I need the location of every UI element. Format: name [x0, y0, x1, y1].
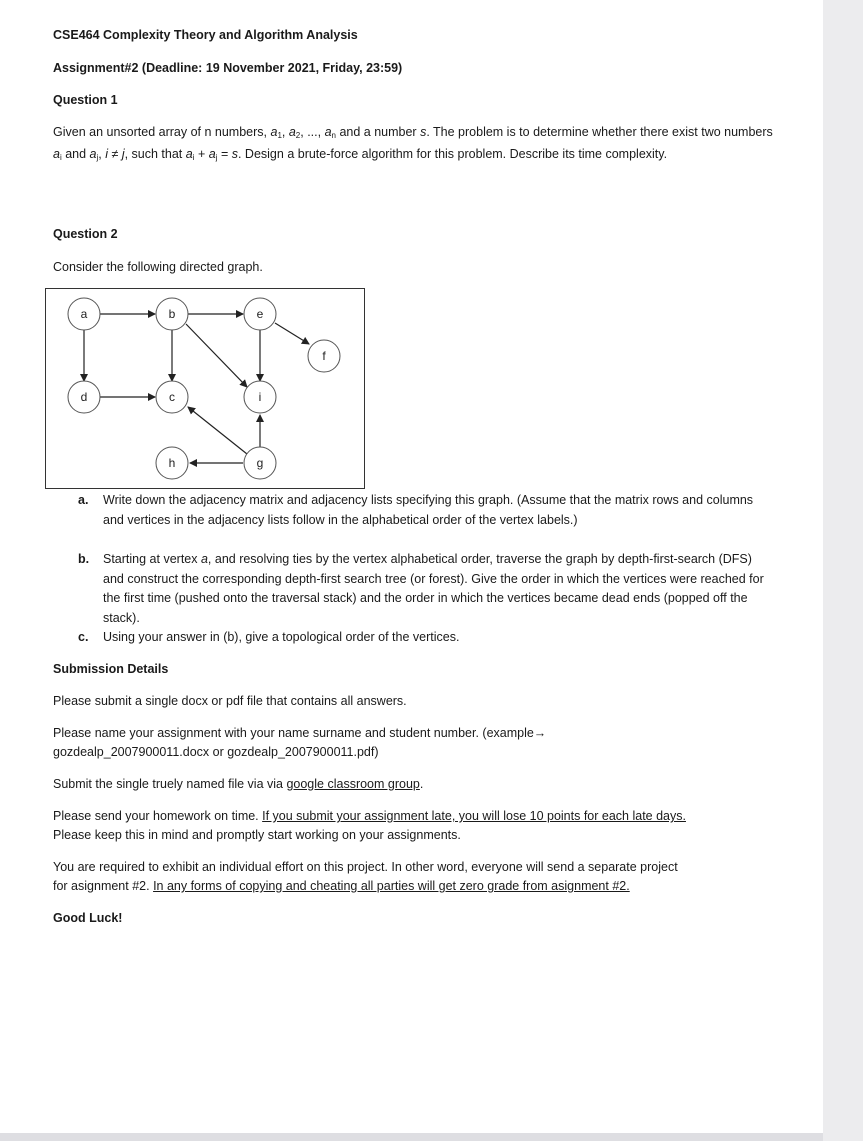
edge-g-c [188, 407, 247, 454]
submission-heading: Submission Details [53, 662, 169, 676]
directed-graph-figure [45, 288, 365, 489]
submission-paragraph-4-line-1: Please send your homework on time. If you submit your assignment late, you will lose 10 points for each late days. [53, 809, 686, 823]
cheating-policy-note: In any forms of copying and cheating all parties will get zero grade from asignment #2. [153, 879, 630, 893]
node-label-b: b [168, 307, 176, 321]
item-marker-a: a. [78, 493, 89, 507]
google-classroom-link[interactable]: google classroom group [286, 777, 420, 791]
page-edge-right [823, 0, 863, 1141]
item-text-a: Write down the adjacency matrix and adjacency lists specifying this graph. (Assume that the matrix rows and columns and vertices in the adjacency lists follow in the alphabetical order of the vertex labels.) [103, 493, 754, 527]
item-text-b: Starting at vertex a, and resolving ties by the vertex alphabetical order, traverse the graph by depth-first-search (DFS) and construct the corresponding depth-first search tree (or forest). Give the order in which the vertices were reached for the first time (pushed onto the traversal stack) and the order in which the vertices became dead ends (popped off the stack). [103, 552, 764, 625]
node-label-g: g [256, 456, 264, 470]
node-label-a: a [80, 307, 88, 321]
page-edge-bottom [0, 1133, 823, 1141]
question-2-heading: Question 2 [53, 227, 118, 241]
node-label-f: f [322, 349, 326, 363]
question-2-intro: Consider the following directed graph. [53, 260, 263, 274]
submission-paragraph-2-line-2: gozdealp_2007900011.docx or gozdealp_2007900011.pdf) [53, 745, 379, 759]
assignment-deadline: Assignment#2 (Deadline: 19 November 2021, Friday, 23:59) [53, 61, 403, 75]
item-text-c: Using your answer in (b), give a topological order of the vertices. [103, 630, 460, 644]
submission-paragraph-3: Submit the single truely named file via via google classroom group. [53, 777, 424, 791]
question-1-text: Given an unsorted array of n numbers, $a_1$, $a_2$, ..., $a_n$ and a number s. The problem is to determine whether there exist two numbers $a_i$ and $a_j$, i ≠ j, such that $a_i + a_j = s$. Design a brute-force algorithm for this problem. Describe its time complexity. [53, 125, 773, 162]
node-label-e: e [256, 307, 264, 321]
course-title: CSE464 Complexity Theory and Algorithm Analysis [53, 28, 358, 42]
directed-graph-svg [46, 289, 364, 488]
node-label-i: i [258, 390, 262, 404]
item-marker-b: b. [78, 552, 90, 566]
node-label-c: c [169, 390, 175, 404]
closing-good-luck: Good Luck! [53, 911, 123, 925]
submission-paragraph-4-line-2: Please keep this in mind and promptly start working on your assignments. [53, 828, 461, 842]
submission-paragraph-5-line-2: for asignment #2. In any forms of copying and cheating all parties will get zero grade from asignment #2. [53, 879, 630, 893]
edge-e-f [275, 323, 309, 344]
node-label-d: d [80, 390, 88, 404]
item-marker-c: c. [78, 630, 89, 644]
edge-b-i [186, 324, 247, 387]
late-penalty-note: If you submit your assignment late, you will lose 10 points for each late days. [262, 809, 686, 823]
question-1-heading: Question 1 [53, 93, 118, 107]
submission-paragraph-5-line-1: You are required to exhibit an individual effort on this project. In other word, everyone will send a separate project [53, 860, 678, 874]
node-label-h: h [168, 456, 176, 470]
submission-paragraph-1: Please submit a single docx or pdf file that contains all answers. [53, 694, 407, 708]
submission-paragraph-2-line-1: Please name your assignment with your name surname and student number. (example→ [53, 726, 547, 740]
